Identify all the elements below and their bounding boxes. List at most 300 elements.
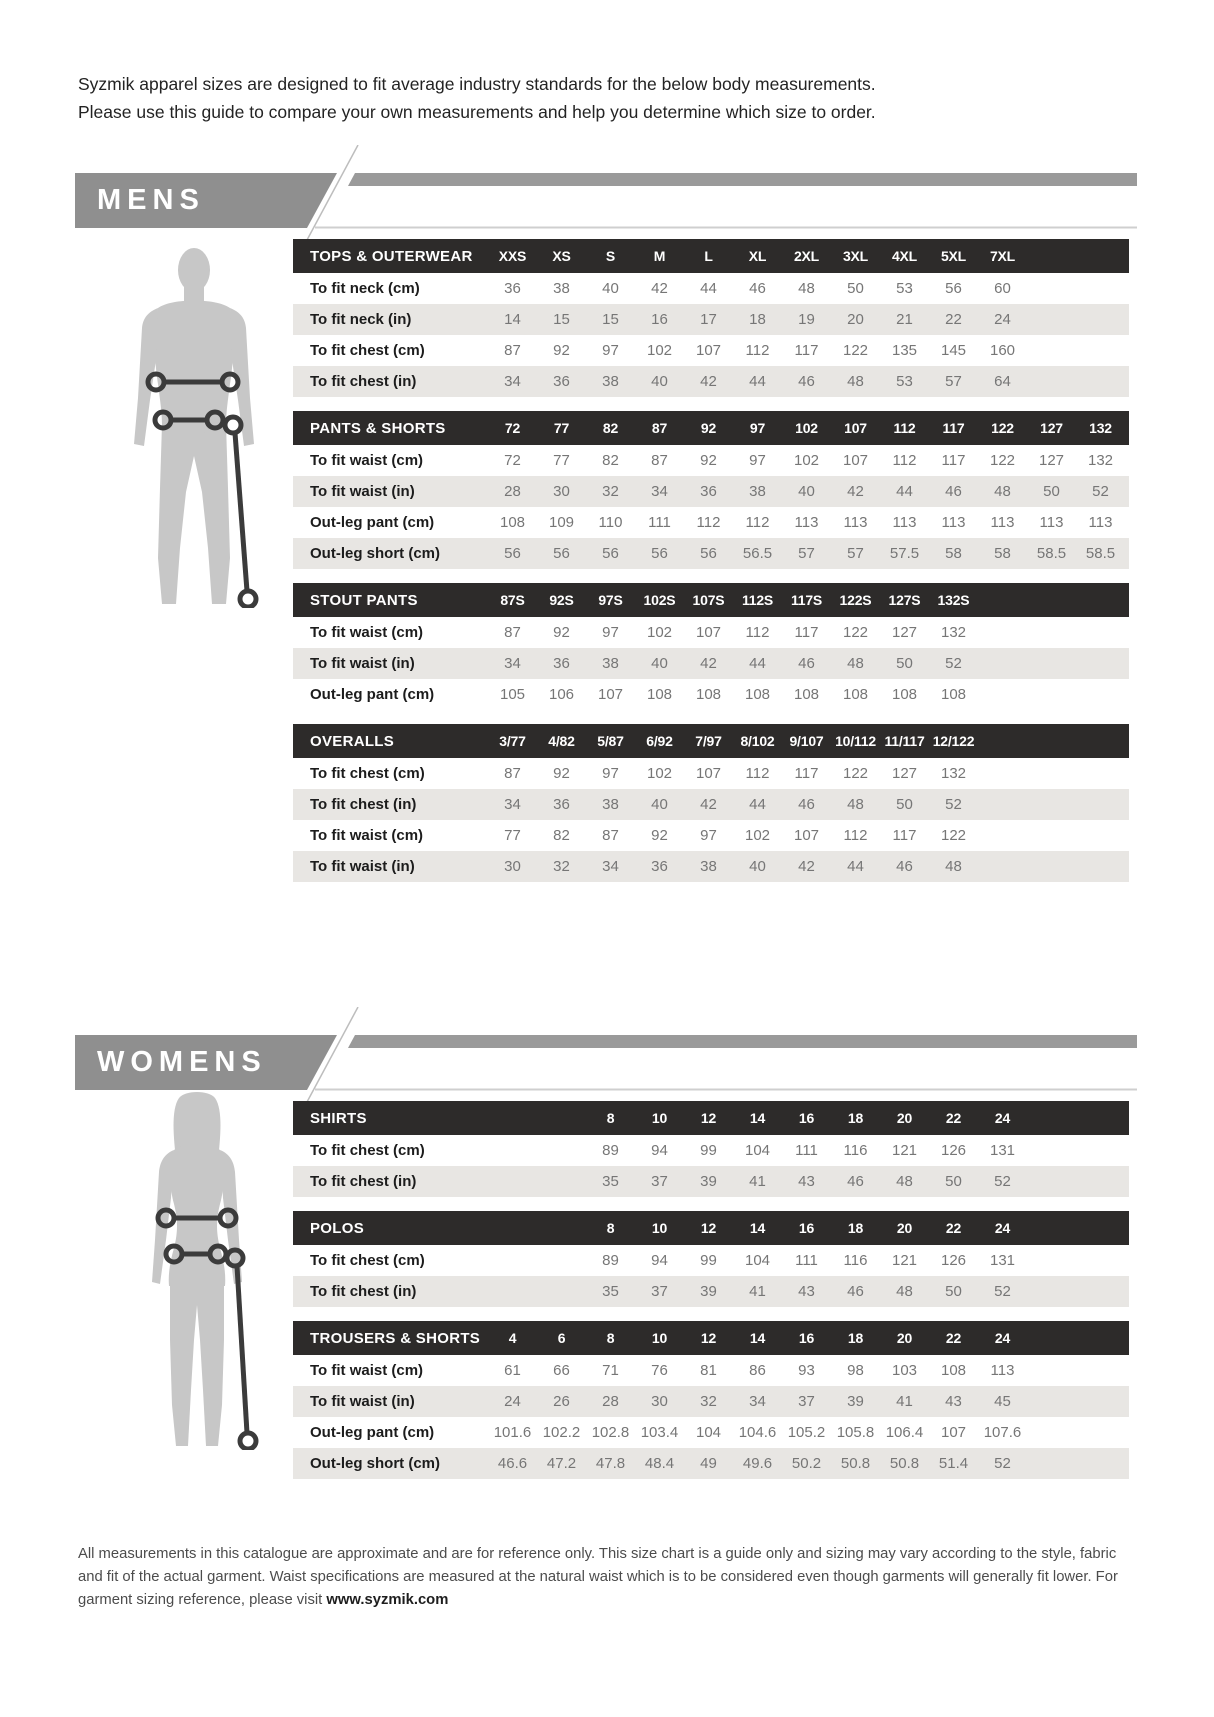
size-col-header: 8 [606,1110,615,1126]
size-col-header: XXS [498,248,527,264]
size-value: 28 [504,483,521,500]
row-label: To fit waist (cm) [310,1362,424,1379]
row-label: To fit neck (in) [310,311,412,328]
size-value: 48 [847,796,864,813]
size-col-header: 8 [606,1220,615,1236]
size-value: 108 [891,686,918,703]
size-col-header: 112S [741,592,774,608]
size-col-header: 12/122 [932,733,975,749]
table-row [293,617,1129,648]
size-value: 56 [700,545,717,562]
size-value: 135 [891,342,918,359]
size-col-header: 92 [700,420,717,436]
mens-table-tops-outerwear [293,239,1129,397]
size-value: 43 [798,1283,815,1300]
womens-table-polos [293,1211,1129,1307]
size-col-header: S [605,248,616,264]
size-value: 34 [602,858,619,875]
size-value: 34 [504,373,521,390]
size-value: 104 [695,1424,722,1441]
size-value: 109 [548,514,575,531]
size-value: 47.8 [595,1455,626,1472]
table-row [293,538,1129,569]
size-value: 112 [696,514,721,531]
size-value: 44 [700,280,717,297]
size-value: 98 [847,1362,864,1379]
size-value: 126 [940,1142,967,1159]
size-value: 58 [945,545,962,562]
size-value: 52 [945,655,962,672]
table-row [293,1448,1129,1479]
size-col-header: 10 [651,1110,668,1126]
size-value: 32 [602,483,619,500]
size-col-header: 20 [896,1330,913,1346]
size-value: 112 [745,765,770,782]
size-value: 132 [1087,452,1114,469]
size-value: 22 [945,311,962,328]
size-value: 49.6 [742,1455,773,1472]
size-value: 127 [891,765,918,782]
size-col-header: 5/87 [597,733,624,749]
size-value: 89 [602,1142,619,1159]
size-col-header: 11/117 [884,733,925,749]
size-value: 38 [553,280,570,297]
size-value: 18 [749,311,766,328]
size-value: 56 [945,280,962,297]
size-value: 21 [896,311,913,328]
size-value: 99 [700,1252,717,1269]
row-label: To fit neck (cm) [310,280,420,297]
size-col-header: 127S [888,592,921,608]
size-col-header: 16 [798,1330,815,1346]
size-value: 50 [896,796,913,813]
size-value: 111 [795,1252,818,1269]
table-header-row [293,1211,1129,1245]
table-row [293,1386,1129,1417]
mens-tables [293,239,1129,896]
mens-section-banner [75,145,1139,240]
size-col-header: 72 [504,420,521,436]
size-value: 117 [892,827,917,844]
size-value: 50.8 [889,1455,920,1472]
size-value: 24 [504,1393,521,1410]
size-value: 46.6 [497,1455,528,1472]
row-label: To fit waist (in) [310,655,415,672]
size-value: 102 [744,827,771,844]
size-col-header: 12 [700,1330,717,1346]
table-title: PANTS & SHORTS [310,419,446,437]
size-value: 44 [896,483,913,500]
row-label: To fit chest (in) [310,1173,417,1190]
size-value: 46 [945,483,962,500]
size-value: 92 [553,765,570,782]
size-value: 38 [602,655,619,672]
womens-table-trousers-shorts [293,1321,1129,1479]
size-value: 132 [940,624,967,641]
size-value: 56 [553,545,570,562]
size-value: 60 [994,280,1011,297]
size-value: 160 [989,342,1016,359]
size-value: 113 [843,514,868,531]
size-value: 58 [994,545,1011,562]
size-value: 46 [798,796,815,813]
mens-banner-label: MENS [97,184,205,216]
size-value: 104 [744,1142,771,1159]
size-col-header: 14 [749,1330,766,1346]
size-value: 35 [602,1283,619,1300]
size-col-header: 97 [749,420,766,436]
size-value: 38 [602,796,619,813]
size-col-header: 24 [994,1110,1011,1126]
womens-table-shirts [293,1101,1129,1197]
size-value: 127 [1038,452,1065,469]
size-value: 105.8 [836,1424,875,1441]
size-col-header: 102 [795,420,818,436]
size-value: 97 [749,452,766,469]
size-value: 112 [843,827,868,844]
size-value: 48 [896,1173,913,1190]
size-value: 34 [504,655,521,672]
size-value: 113 [794,514,819,531]
size-col-header: 4/82 [548,733,575,749]
size-col-header: 122 [991,420,1014,436]
size-value: 36 [651,858,668,875]
size-col-header: 16 [798,1220,815,1236]
size-value: 81 [700,1362,717,1379]
size-value: 40 [651,796,668,813]
size-value: 108 [695,686,722,703]
size-col-header: 22 [945,1110,962,1126]
website-link[interactable]: www.syzmik.com [326,1591,449,1608]
table-row [293,476,1129,507]
size-col-header: 2XL [793,248,820,264]
size-value: 126 [940,1252,967,1269]
size-value: 112 [745,342,770,359]
row-label: To fit waist (in) [310,1393,415,1410]
size-value: 46 [847,1173,864,1190]
size-value: 112 [745,514,770,531]
size-value: 86 [749,1362,766,1379]
size-value: 37 [798,1393,815,1410]
size-col-header: 112 [893,420,916,436]
size-value: 92 [553,624,570,641]
size-col-header: 132 [1089,420,1112,436]
size-value: 117 [794,624,819,641]
table-title: OVERALLS [310,732,395,750]
size-value: 94 [651,1252,668,1269]
size-value: 92 [651,827,668,844]
row-label: To fit chest (cm) [310,765,425,782]
size-value: 106.4 [885,1424,924,1441]
size-col-header: 4XL [891,248,918,264]
size-value: 113 [1088,514,1113,531]
size-col-header: 8 [606,1330,615,1346]
size-value: 111 [648,514,671,531]
size-value: 56 [651,545,668,562]
size-value: 108 [499,514,526,531]
size-value: 61 [504,1362,521,1379]
size-value: 97 [602,765,619,782]
size-value: 107 [695,765,722,782]
size-col-header: 97S [598,592,623,608]
row-label: To fit waist (in) [310,483,415,500]
womens-banner-label: WOMENS [97,1046,267,1078]
row-label: Out-leg pant (cm) [310,1424,435,1441]
size-value: 46 [847,1283,864,1300]
size-value: 52 [1092,483,1109,500]
size-value: 57 [945,373,962,390]
size-value: 113 [941,514,966,531]
size-col-header: 87 [651,420,668,436]
size-value: 36 [553,655,570,672]
table-header-row [293,724,1129,758]
table-header-row [293,583,1129,617]
table-row [293,789,1129,820]
size-value: 112 [745,624,770,641]
size-value: 113 [990,514,1015,531]
size-value: 30 [504,858,521,875]
size-col-header: 107 [844,420,867,436]
size-col-header: XL [748,248,767,264]
size-value: 82 [553,827,570,844]
table-row [293,1355,1129,1386]
size-value: 87 [504,624,521,641]
size-col-header: 20 [896,1110,913,1126]
size-value: 43 [945,1393,962,1410]
size-value: 19 [798,311,815,328]
size-value: 107.6 [983,1424,1022,1441]
size-value: 122 [842,624,869,641]
size-value: 30 [651,1393,668,1410]
size-value: 94 [651,1142,668,1159]
size-value: 51.4 [938,1455,969,1472]
size-value: 28 [602,1393,619,1410]
size-value: 116 [843,1252,868,1269]
size-value: 105 [499,686,526,703]
size-value: 37 [651,1173,668,1190]
size-value: 103.4 [640,1424,679,1441]
size-value: 122 [940,827,967,844]
size-value: 53 [896,373,913,390]
size-value: 102 [646,624,673,641]
size-value: 117 [794,342,819,359]
size-value: 127 [891,624,918,641]
size-value: 113 [892,514,917,531]
size-value: 107 [695,624,722,641]
size-value: 36 [553,796,570,813]
row-label: To fit chest (cm) [310,1142,425,1159]
size-value: 41 [749,1283,766,1300]
size-value: 104 [744,1252,771,1269]
size-value: 66 [553,1362,570,1379]
mens-table-pants-shorts [293,411,1129,569]
womens-silhouette [122,1090,272,1450]
size-value: 50 [1043,483,1060,500]
size-value: 58.5 [1036,545,1067,562]
size-value: 20 [847,311,864,328]
table-row [293,820,1129,851]
size-value: 57 [847,545,864,562]
row-label: To fit chest (cm) [310,1252,425,1269]
size-value: 34 [504,796,521,813]
size-value: 41 [749,1173,766,1190]
size-value: 107 [842,452,869,469]
row-label: To fit chest (in) [310,1283,417,1300]
size-col-header: 14 [749,1110,766,1126]
size-value: 108 [744,686,771,703]
table-row [293,304,1129,335]
size-col-header: 117 [942,420,965,436]
size-value: 48.4 [644,1455,675,1472]
size-value: 48 [847,655,864,672]
size-value: 32 [700,1393,717,1410]
size-value: 46 [749,280,766,297]
table-row [293,1245,1129,1276]
size-value: 56 [602,545,619,562]
table-row [293,445,1129,476]
size-value: 50 [945,1173,962,1190]
size-value: 15 [602,311,619,328]
size-value: 50 [847,280,864,297]
size-col-header: XS [552,248,571,264]
table-row [293,758,1129,789]
mens-table-overalls [293,724,1129,882]
size-value: 64 [994,373,1011,390]
size-value: 108 [940,686,967,703]
size-value: 50 [945,1283,962,1300]
size-value: 56 [504,545,521,562]
size-col-header: 5XL [940,248,967,264]
table-row [293,648,1129,679]
size-value: 121 [891,1252,918,1269]
size-col-header: 117S [790,592,823,608]
size-value: 77 [504,827,521,844]
size-value: 42 [700,655,717,672]
table-title: TROUSERS & SHORTS [310,1329,481,1347]
size-value: 41 [896,1393,913,1410]
table-row [293,679,1129,710]
row-label: To fit waist (in) [310,858,415,875]
size-value: 34 [749,1393,766,1410]
size-value: 52 [994,1173,1011,1190]
size-value: 34 [651,483,668,500]
size-col-header: 7/97 [695,733,722,749]
size-value: 87 [504,342,521,359]
size-value: 105.2 [787,1424,826,1441]
size-value: 49 [700,1455,717,1472]
size-value: 57.5 [889,545,920,562]
size-col-header: 6 [557,1330,566,1346]
table-row [293,507,1129,538]
table-title: TOPS & OUTERWEAR [310,247,473,265]
size-col-header: 10 [651,1330,668,1346]
intro-line-1: Syzmik apparel sizes are designed to fit average industry standards for the below body measurements. [78,74,876,94]
size-value: 40 [651,655,668,672]
size-value: 40 [798,483,815,500]
size-value: 46 [896,858,913,875]
size-value: 89 [602,1252,619,1269]
size-value: 102 [793,452,820,469]
size-col-header: 7XL [989,248,1016,264]
size-col-header: 12 [700,1220,717,1236]
size-value: 37 [651,1283,668,1300]
row-label: To fit chest (cm) [310,342,425,359]
size-value: 116 [843,1142,868,1159]
size-col-header: 122S [839,592,872,608]
size-value: 46 [798,655,815,672]
size-value: 102.8 [591,1424,630,1441]
table-row [293,1166,1129,1197]
size-col-header: 10 [651,1220,668,1236]
size-col-header: 12 [700,1110,717,1126]
womens-section-banner [75,1007,1139,1102]
size-col-header: 82 [602,420,619,436]
size-value: 121 [891,1142,918,1159]
footer-disclaimer [78,1543,1144,1612]
size-value: 50.8 [840,1455,871,1472]
size-value: 40 [602,280,619,297]
size-value: 122 [842,342,869,359]
size-value: 45 [994,1393,1011,1410]
size-col-header: 16 [798,1110,815,1126]
size-value: 122 [989,452,1016,469]
size-value: 97 [700,827,717,844]
size-value: 42 [700,373,717,390]
size-value: 44 [749,796,766,813]
size-value: 108 [842,686,869,703]
size-value: 44 [749,373,766,390]
mens-body-shape [134,248,254,604]
size-value: 87 [504,765,521,782]
size-value: 99 [700,1142,717,1159]
size-value: 43 [798,1173,815,1190]
size-value: 131 [989,1252,1016,1269]
size-value: 97 [602,624,619,641]
size-col-header: 20 [896,1220,913,1236]
size-col-header: L [704,248,713,264]
table-row [293,851,1129,882]
size-col-header: 4 [508,1330,517,1346]
size-col-header: 24 [994,1220,1011,1236]
size-value: 36 [700,483,717,500]
size-value: 48 [945,858,962,875]
size-value: 107 [793,827,820,844]
size-col-header: 107S [692,592,725,608]
size-value: 82 [602,452,619,469]
size-value: 110 [598,514,623,531]
size-col-header: 18 [847,1220,864,1236]
table-title: SHIRTS [310,1109,367,1127]
table-row [293,273,1129,304]
row-label: To fit chest (in) [310,796,417,813]
size-value: 36 [504,280,521,297]
size-value: 38 [749,483,766,500]
size-value: 87 [651,452,668,469]
size-col-header: 22 [945,1330,962,1346]
size-value: 44 [847,858,864,875]
size-value: 107 [940,1424,967,1441]
size-value: 26 [553,1393,570,1410]
size-value: 57 [798,545,815,562]
size-value: 35 [602,1173,619,1190]
size-value: 52 [994,1283,1011,1300]
size-value: 42 [651,280,668,297]
size-value: 15 [553,311,570,328]
size-col-header: 18 [847,1110,864,1126]
size-value: 17 [700,311,717,328]
size-value: 48 [798,280,815,297]
size-value: 39 [700,1173,717,1190]
